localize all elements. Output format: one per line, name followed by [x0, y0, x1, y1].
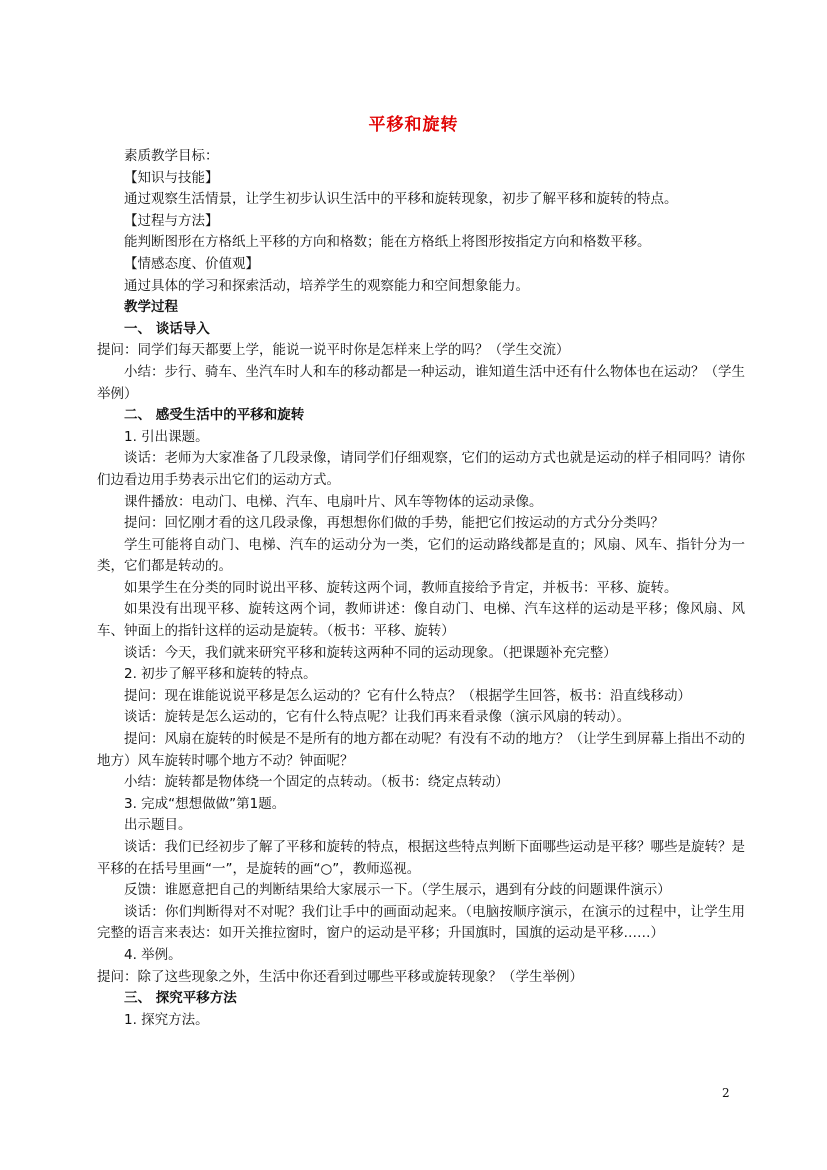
body-paragraph: 能判断图形在方格纸上平移的方向和格数；能在方格纸上将图形按指定方向和格数平移。 [124, 234, 651, 251]
body-paragraph: 谈话：我们已经初步了解了平移和旋转的特点，根据这些特点判断下面哪些运动是平移？哪些是旋转？是平移的在括号里画“一”，是旋转的画“○”，教师巡视。 [97, 839, 745, 877]
body-paragraph: 谈话：今天，我们就来研究平移和旋转这两种不同的运动现象。（把课题补充完整） [124, 644, 617, 661]
body-paragraph: 1. 引出课题。 [124, 428, 209, 445]
body-paragraph: 学生可能将自动门、电梯、汽车的运动分为一类，它们的运动路线都是直的；风扇、风车、指针分为一类，它们都是转动的。 [97, 536, 745, 575]
body-paragraph: 如果学生在分类的同时说出平移、旋转这两个词，教师直接给予肯定，并板书：平移、旋转。 [124, 579, 678, 596]
body-paragraph: 【知识与技能】 [124, 169, 219, 186]
body-paragraph: 谈话：老师为大家准备了几段录像，请同学们仔细观察，它们的运动方式也就是运动的样子相同吗？请你们边看边用手势表示出它们的运动方式。 [97, 450, 745, 488]
body-paragraph: 提问：回忆刚才看的这几段录像，再想想你们做的手势，能把它们按运动的方式分分类吗？ [124, 515, 664, 532]
section-heading: 教学过程 [124, 299, 178, 316]
body-paragraph: 1. 探究方法。 [124, 1011, 209, 1028]
page-number: 2 [722, 1086, 730, 1100]
section-heading: 一、 谈话导入 [124, 320, 210, 337]
body-paragraph: 通过具体的学习和探索活动，培养学生的观察能力和空间想象能力。 [124, 277, 529, 294]
body-paragraph: 【过程与方法】 [124, 212, 219, 229]
section-heading: 三、 探究平移方法 [124, 990, 237, 1007]
body-paragraph: 通过观察生活情景，让学生初步认识生活中的平移和旋转现象，初步了解平移和旋转的特点。 [124, 191, 678, 208]
body-paragraph: 小结：旋转都是物体绕一个固定的点转动。（板书：绕定点转动） [124, 774, 509, 791]
body-paragraph: 【情感态度、价值观】 [124, 255, 259, 272]
body-paragraph: 素质教学目标： [124, 148, 219, 164]
body-paragraph: 小结：步行、骑车、坐汽车时人和车的移动都是一种运动，谁知道生活中还有什么物体也在运动？（学生举例） [97, 363, 745, 402]
body-paragraph: 提问：同学们每天都要上学，能说一说平时你是怎样来上学的吗？（学生交流） [97, 342, 570, 359]
document-title: 平移和旋转 [368, 115, 459, 135]
body-paragraph: 3. 完成“想想做做”第1题。 [124, 795, 286, 812]
body-paragraph: 课件播放：电动门、电梯、汽车、电扇叶片、风车等物体的运动录像。 [124, 493, 543, 510]
body-paragraph: 出示题目。 [124, 817, 192, 834]
body-paragraph: 2. 初步了解平移和旋转的特点。 [124, 666, 317, 683]
body-paragraph: 反馈：谁愿意把自己的判断结果给大家展示一下。（学生展示，遇到有分歧的问题课件演示） [124, 882, 671, 899]
body-paragraph: 提问：现在谁能说说平移是怎么运动的？它有什么特点？（根据学生回答，板书：沿直线移动） [124, 687, 691, 704]
body-paragraph: 4. 举例。 [124, 946, 182, 963]
body-paragraph: 谈话：旋转是怎么运动的，它有什么特点呢？让我们再来看录像（演示风扇的转动）。 [124, 709, 631, 726]
section-heading: 二、 感受生活中的平移和旋转 [124, 407, 305, 424]
body-paragraph: 提问：风扇在旋转的时候是不是所有的地方都在动呢？有没有不动的地方？（让学生到屏幕上指出不动的地方）风车旋转时哪个地方不动？钟面呢？ [97, 731, 745, 769]
body-paragraph: 如果没有出现平移、旋转这两个词，教师讲述：像自动门、电梯、汽车这样的运动是平移；像风扇、风车、钟面上的指针这样的运动是旋转。（板书：平移、旋转） [97, 601, 745, 640]
body-paragraph: 提问：除了这些现象之外，生活中你还看到过哪些平移或旋转现象？（学生举例） [97, 968, 583, 985]
document-body [97, 146, 745, 1031]
body-paragraph: 谈话：你们判断得对不对呢？我们让手中的画面动起来。（电脑按顺序演示，在演示的过程中，让学生用完整的语言来表达：如开关推拉窗时，窗户的运动是平移；升国旗时，国旗的运动是平移……） [97, 903, 745, 942]
